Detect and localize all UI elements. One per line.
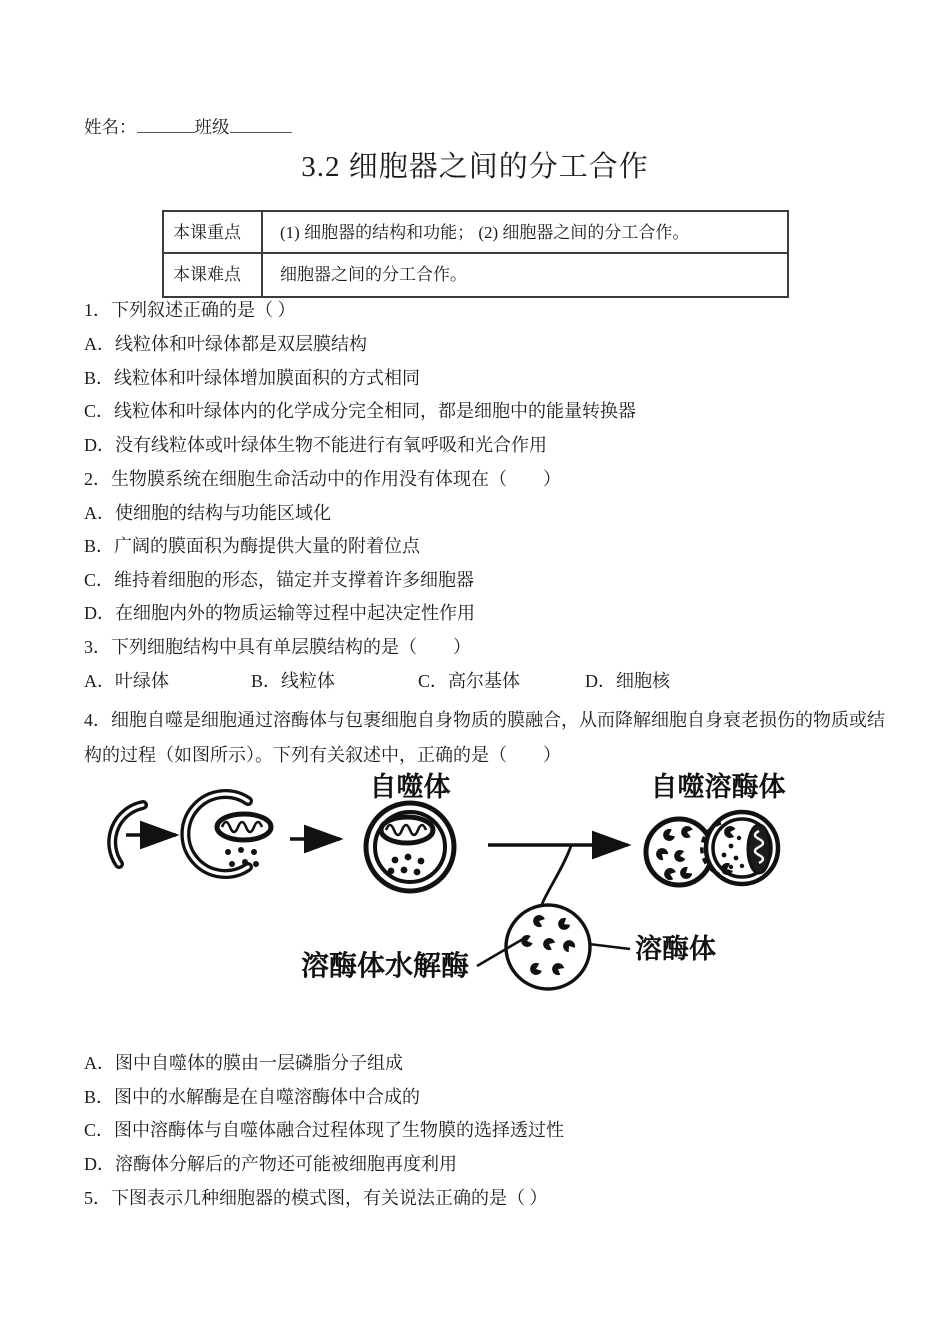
question-2-option-d: D．在细胞内外的物质运输等过程中起决定性作用 bbox=[84, 603, 475, 623]
question-3-option-c: C．高尔基体 bbox=[418, 671, 521, 691]
keypoint-row-content: (1) 细胞器的结构和功能； (2) 细胞器之间的分工合作。 bbox=[262, 211, 788, 253]
question-3-options bbox=[84, 667, 670, 693]
question-2-option-c: C．维持着细胞的形态，锚定并支撑着许多细胞器 bbox=[84, 570, 475, 590]
table-row-keypoint bbox=[163, 211, 788, 253]
mitochondrion-icon bbox=[217, 814, 271, 840]
question-1-option-b: B．线粒体和叶绿体增加膜面积的方式相同 bbox=[84, 368, 421, 388]
question-1-stem: 1．下列叙述正确的是（ ） bbox=[84, 300, 296, 320]
autophagosome-shape bbox=[366, 803, 454, 891]
class-blank-field bbox=[230, 117, 292, 133]
lysosome-label: 溶酶体 bbox=[635, 934, 716, 964]
hydrolase-label: 溶酶体水解酶 bbox=[301, 951, 470, 982]
question-4-option-c: C．图中溶酶体与自噬体融合过程体现了生物膜的选择透过性 bbox=[84, 1120, 565, 1140]
key-points-table bbox=[162, 210, 789, 298]
question-4-option-b: B．图中的水解酶是在自噬溶酶体中合成的 bbox=[84, 1087, 421, 1107]
name-blank-field bbox=[137, 117, 195, 133]
question-4-stem: 4．细胞自噬是细胞通过溶酶体与包裹细胞自身物质的膜融合，从而降解细胞自身衰老损伤的物质或结构的过程（如图所示）。下列有关叙述中，正确的是（ ） bbox=[84, 710, 885, 765]
lysosome-shape bbox=[506, 905, 590, 989]
lysosome-pointer-line bbox=[589, 944, 630, 949]
question-3-option-a: A．叶绿体 bbox=[84, 671, 169, 691]
question-1-option-a: A．线粒体和叶绿体都是双层膜结构 bbox=[84, 334, 367, 354]
phagophore-shape bbox=[185, 794, 271, 874]
autolysosome-label: 自噬溶酶体 bbox=[650, 772, 786, 802]
question-3-stem: 3．下列细胞结构中具有单层膜结构的是（ ） bbox=[84, 637, 471, 657]
digested-mitochondrion-icon bbox=[748, 825, 770, 873]
lysosome-fusion-connector bbox=[542, 846, 571, 904]
question-4-option-a: A．图中自噬体的膜由一层磷脂分子组成 bbox=[84, 1053, 403, 1073]
difficulty-row-content: 细胞器之间的分工合作。 bbox=[262, 253, 788, 297]
question-3-option-b: B．线粒体 bbox=[251, 671, 336, 691]
keypoint-row-label: 本课重点 bbox=[163, 211, 262, 253]
question-4-option-d: D．溶酶体分解后的产物还可能被细胞再度利用 bbox=[84, 1154, 457, 1174]
table-row-difficulty bbox=[163, 253, 788, 297]
autolysosome-shape bbox=[646, 812, 778, 885]
question-1-option-c: C．线粒体和叶绿体内的化学成分完全相同，都是细胞中的能量转换器 bbox=[84, 401, 637, 421]
question-3-option-d: D．细胞核 bbox=[585, 671, 670, 691]
name-class-line bbox=[84, 114, 292, 139]
question-5-stem: 5．下图表示几种细胞器的模式图，有关说法正确的是（ ） bbox=[84, 1188, 548, 1208]
question-2-option-a: A．使细胞的结构与功能区域化 bbox=[84, 503, 331, 523]
question-1-option-d: D．没有线粒体或叶绿体生物不能进行有氧呼吸和光合作用 bbox=[84, 435, 547, 455]
page-title: 3.2 细胞器之间的分工合作 bbox=[301, 151, 649, 183]
question-2-option-b: B．广阔的膜面积为酶提供大量的附着位点 bbox=[84, 536, 421, 556]
autophagosome-label: 自噬体 bbox=[369, 772, 451, 802]
name-label: 姓名： bbox=[84, 117, 137, 137]
class-label: 班级 bbox=[194, 117, 230, 137]
question-2-stem: 2．生物膜系统在细胞生命活动中的作用没有体现在（ ） bbox=[84, 469, 561, 489]
difficulty-row-label: 本课难点 bbox=[163, 253, 262, 297]
autophagy-diagram bbox=[58, 772, 910, 1020]
